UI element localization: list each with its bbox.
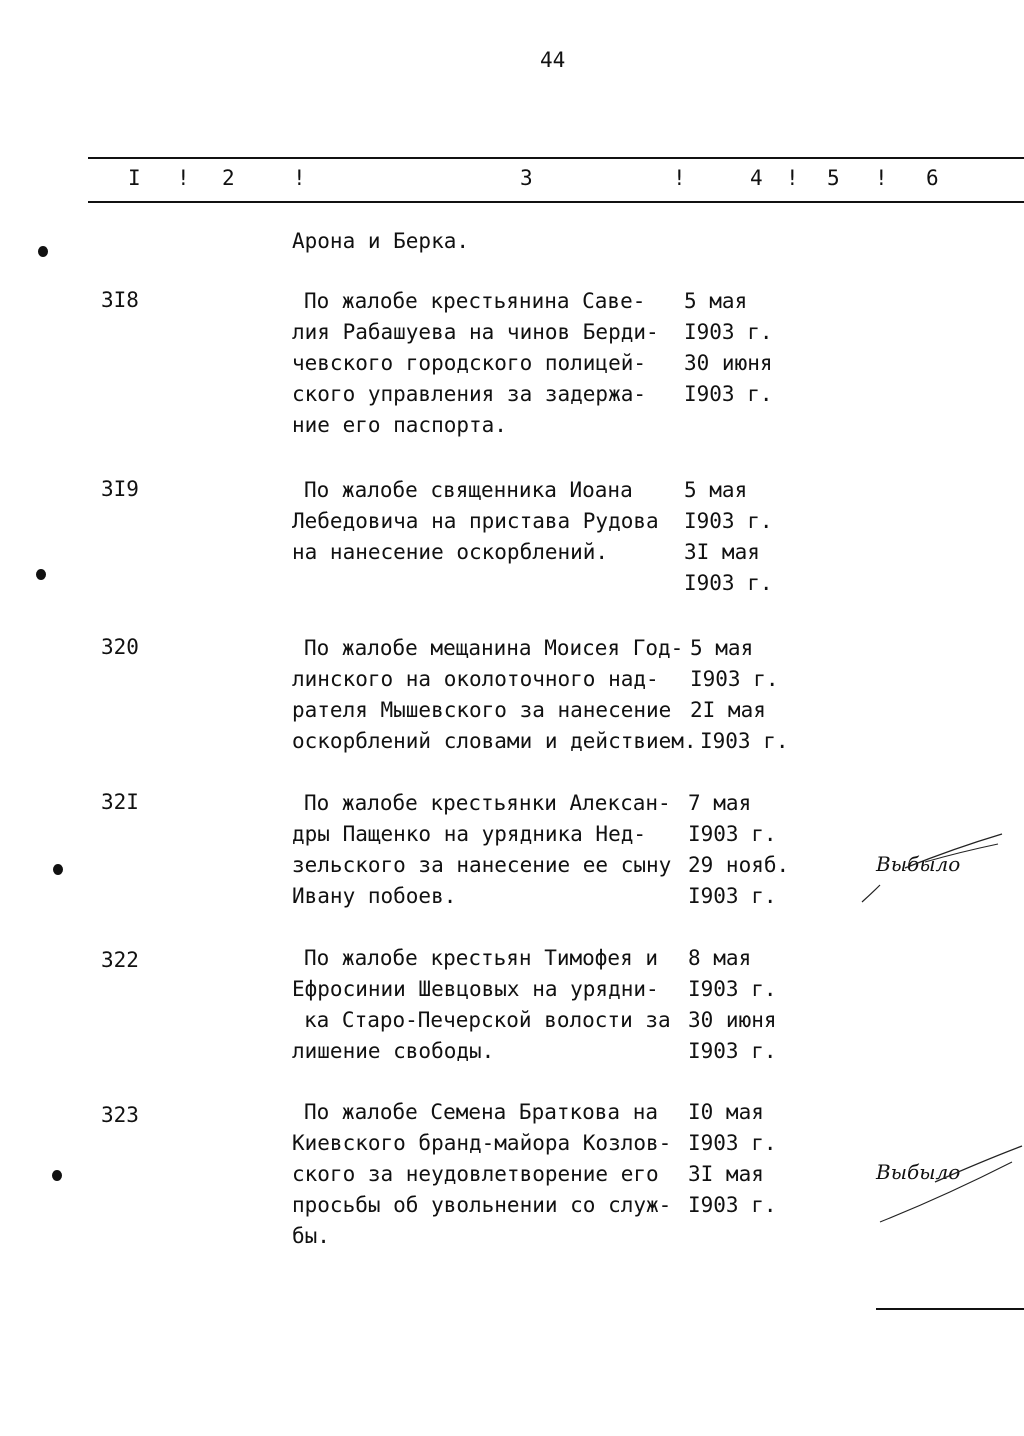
date-line: 3I мая [688,1162,764,1186]
date-line: I903 г. [684,320,773,344]
col-separator: ! [786,166,799,190]
description-line: По жалобе крестьян Тимофея и [304,946,659,970]
description-line: на нанесение оскорблений. [292,540,609,564]
date-line: I903 г. [688,1193,777,1217]
date-line: I903 г. [684,509,773,533]
description-line: Лебедовича на пристава Рудова [292,509,659,533]
entry-number: 322 [101,948,139,972]
date-line: 5 мая [684,289,748,313]
description-line: Ефросинии Шевцовых на урядни- [292,977,659,1001]
description-line: ского управления за задержа- [292,382,647,406]
description-line: лишение свободы. [292,1039,495,1063]
description-line: ского за неудовлетворение его [292,1162,659,1186]
date-line: I903 г. [688,1039,777,1063]
description-line: Киевского бранд-майора Козлов- [292,1131,672,1155]
handwritten-note: Выбыло [876,1160,961,1184]
date-line: 5 мая [690,636,754,660]
entry-number: 320 [101,635,139,659]
pen-stroke [880,1162,1012,1222]
date-line: 29 нояб. [688,853,790,877]
date-line: I903 г. [684,571,773,595]
date-line: I903 г. [688,822,777,846]
date-line: 8 мая [688,946,752,970]
handwritten-note: Выбыло [876,852,961,876]
pen-stroke [862,885,880,902]
entry-number: 32I [101,790,139,814]
col-separator: ! [177,166,190,190]
col-separator: ! [293,166,306,190]
date-line: I903 г. [688,884,777,908]
description-line: Ивану побоев. [292,884,457,908]
date-line: 30 июня [684,351,773,375]
col-separator: ! [673,166,686,190]
col-header-4: 4 [750,166,763,190]
description-line: просьбы об увольнении со служ- [292,1193,672,1217]
date-line: 7 мая [688,791,752,815]
description-line: лия Рабашуева на чинов Берди- [292,320,659,344]
date-line: 2I мая [690,698,766,722]
entry-number: 3I8 [101,288,139,312]
date-line: I903 г. [684,382,773,406]
description-line: линского на околоточного над- [292,667,659,691]
col-separator: ! [875,166,888,190]
entry-number: 3I9 [101,477,139,501]
description-line: По жалобе священника Иоана [304,478,633,502]
page-number: 44 [540,48,566,72]
date-line: 3I мая [684,540,760,564]
description-line: зельского за нанесение ее сыну [292,853,672,877]
date-line: I0 мая [688,1100,764,1124]
description-line: бы. [292,1224,330,1248]
date-line: 5 мая [684,478,748,502]
date-line: I903 г. [690,667,779,691]
description-line: дры Пащенко на урядника Нед- [292,822,647,846]
description-line: оскорблений словами и действием. [292,729,697,753]
continuation-text: Арона и Берка. [292,229,470,253]
description-line: рателя Мышевского за нанесение [292,698,672,722]
pen-stroke [905,834,1002,868]
date-line: I903 г. [688,977,777,1001]
description-line: ка Старо-Печерской волости за [304,1008,671,1032]
date-line: I903 г. [700,729,789,753]
col-header-5: 5 [827,166,840,190]
col-header-1: I [128,166,141,190]
col-header-6: 6 [926,166,939,190]
col-header-2: 2 [222,166,235,190]
description-line: По жалобе мещанина Моисея Год- [304,636,684,660]
entry-number: 323 [101,1103,139,1127]
bottom-rule [876,1308,1024,1310]
description-line: По жалобе Семена Браткова на [304,1100,659,1124]
date-line: I903 г. [688,1131,777,1155]
description-line: По жалобе крестьянина Саве- [304,289,646,313]
description-line: По жалобе крестьянки Алексан- [304,791,671,815]
description-line: чевского городского полицей- [292,351,647,375]
col-header-3: 3 [520,166,533,190]
description-line: ние его паспорта. [292,413,507,437]
date-line: 30 июня [688,1008,777,1032]
